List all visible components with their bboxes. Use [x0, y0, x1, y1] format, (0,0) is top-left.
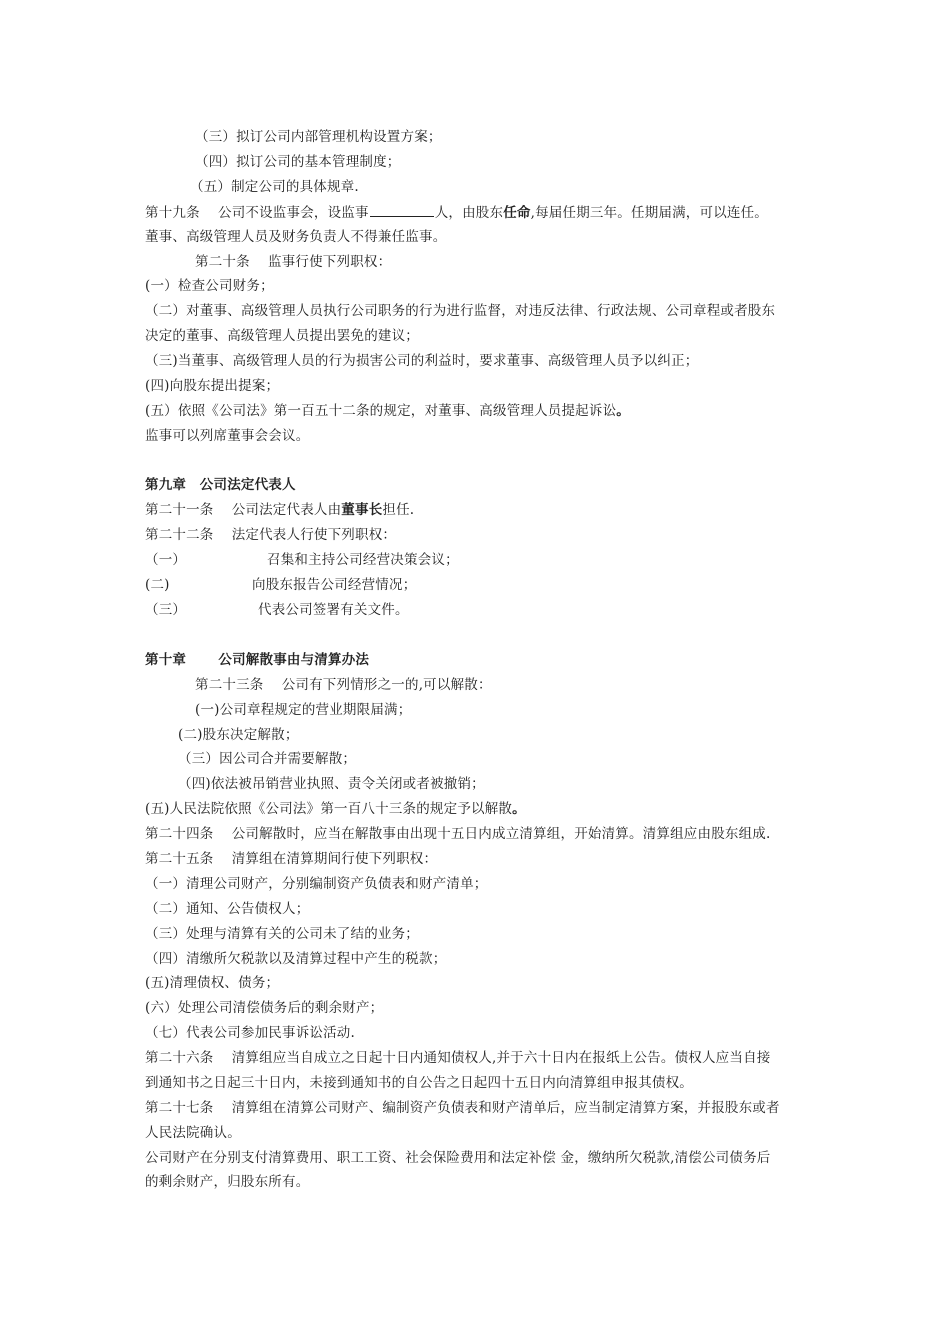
text-segment: ,每届任期三年。任期届满，可以连任。 — [530, 205, 769, 221]
list-item-text: 代表公司签署有关文件。 — [258, 602, 409, 618]
text-line: (一）检查公司财务； — [145, 278, 274, 294]
text-line: （四）清缴所欠税款以及清算过程中产生的税款； — [145, 951, 447, 967]
list-item-number: （一） — [145, 552, 187, 568]
text-line: (四)向股东提出提案； — [145, 378, 280, 394]
text-line — [145, 501, 414, 519]
text-line: （四）拟订公司的基本管理制度； — [195, 154, 401, 170]
text-line: 决定的董事、高级管理人员提出罢免的建议； — [145, 328, 419, 344]
bold-text: 。 — [616, 403, 630, 419]
chapter-heading: 第十章 公司解散事由与清算办法 — [145, 652, 370, 668]
list-item-text: 向股东报告公司经营情况； — [252, 577, 417, 593]
text-line: （一）清理公司财产，分别编制资产负债表和财产清单； — [145, 876, 488, 892]
text-segment: (五)人民法院依照《公司法》第一百八十三条的规定予以解散 — [145, 801, 513, 817]
text-segment: (五）依照《公司法》第一百五十二条的规定，对董事、高级管理人员提起诉讼 — [145, 403, 617, 419]
bold-text: 。 — [512, 801, 526, 817]
article-19-line — [145, 203, 768, 222]
blank-underline — [370, 203, 434, 217]
text-line — [145, 402, 630, 420]
article-heading: 第二十五条 清算组在清算期间行使下列职权： — [145, 851, 438, 867]
text-line: （三）处理与清算有关的公司未了结的业务； — [145, 926, 419, 942]
list-item-text: 召集和主持公司经营决策会议； — [267, 552, 459, 568]
text-line: 监事可以列席董事会会议。 — [145, 428, 310, 444]
text-line: 第二十六条 清算组应当自成立之日起十日内通知债权人,并于六十日内在报纸上公告。债权人应当自接 — [145, 1050, 771, 1066]
text-line: （四)依法被吊销营业执照、责令关闭或者被撤销； — [178, 776, 485, 792]
text-line: （三)当董事、高级管理人员的行为损害公司的利益时，要求董事、高级管理人员予以纠正； — [145, 353, 699, 369]
chapter-heading: 第九章 公司法定代表人 — [145, 477, 296, 493]
text-line: 第二十四条 公司解散时，应当在解散事由出现十五日内成立清算组，开始清算。清算组应由股东组成. — [145, 826, 771, 842]
text-line — [145, 800, 526, 818]
text-line: 公司财产在分别支付清算费用、职工工资、社会保险费用和法定补偿 金，缴纳所欠税款,清偿公司债务后 — [145, 1150, 771, 1166]
text-segment: 第二十一条 公司法定代表人由 — [145, 502, 342, 518]
bold-text: 任命 — [503, 205, 531, 221]
text-line: （二）通知、公告债权人； — [145, 901, 310, 917]
text-line: （三）因公司合并需要解散； — [178, 751, 357, 767]
article-heading: 第二十条 监事行使下列职权： — [195, 254, 392, 270]
text-line: 到通知书之日起三十日内，未接到通知书的自公告之日起四十五日内向清算组申报其债权。 — [145, 1075, 693, 1091]
text-segment: 担任. — [382, 502, 415, 518]
text-line: 的剩余财产，归股东所有。 — [145, 1174, 310, 1190]
text-line: （七）代表公司参加民事诉讼活动. — [145, 1025, 355, 1041]
bold-text: 董事长 — [341, 502, 383, 518]
text-line: 第二十七条 清算组在清算公司财产、编制资产负债表和财产清单后，应当制定清算方案，并报股东或者 — [145, 1100, 780, 1116]
text-line: 人民法院确认。 — [145, 1125, 241, 1141]
text-line: (一)公司章程规定的营业期限届满； — [195, 702, 412, 718]
text-line: (二)股东决定解散； — [178, 727, 299, 743]
list-item-number: (二) — [145, 577, 170, 593]
text-line: （五）制定公司的具体规章. — [190, 179, 359, 195]
text-line: (六）处理公司清偿债务后的剩余财产； — [145, 1000, 384, 1016]
text-segment: 人，由股东 — [434, 205, 504, 221]
text-line: (五)清理债权、债务； — [145, 975, 280, 991]
list-item-number: （三） — [145, 602, 187, 618]
text-line: 董事、高级管理人员及财务负责人不得兼任监事。 — [145, 229, 447, 245]
article-heading: 第二十三条 公司有下列情形之一的,可以解散： — [195, 677, 492, 693]
article-heading: 第二十二条 法定代表人行使下列职权： — [145, 527, 397, 543]
text-segment: 第十九条 公司不设监事会，设监事 — [145, 205, 369, 221]
text-line: （二）对董事、高级管理人员执行公司职务的行为进行监督，对违反法律、行政法规、公司章程或者股东 — [145, 303, 776, 319]
text-line: （三）拟订公司内部管理机构设置方案； — [195, 129, 442, 145]
